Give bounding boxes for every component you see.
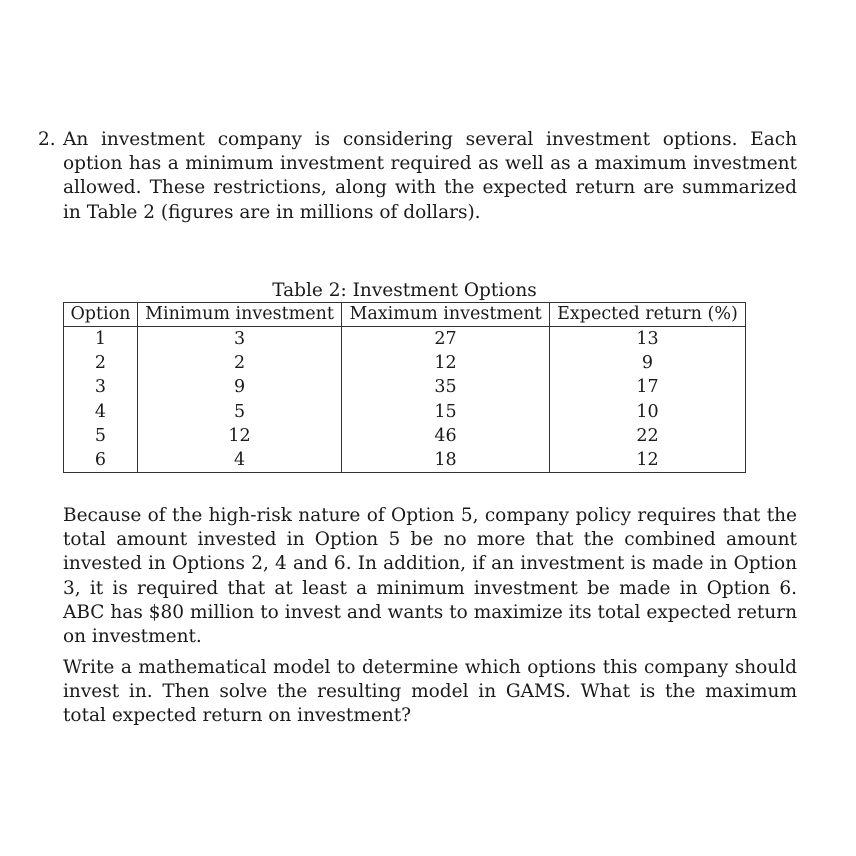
cell-option: 6 (64, 448, 138, 473)
cell-maximum: 27 (342, 327, 550, 352)
cell-minimum: 4 (137, 448, 341, 473)
cell-minimum: 12 (137, 424, 341, 448)
cell-return: 13 (549, 327, 745, 352)
table-row (64, 375, 746, 399)
task-paragraph: Write a mathematical model to determine which options this company should invest in. Then solve the resulting model in GAMS. What is the maximum total expected return on investment? (63, 657, 797, 727)
table-row (64, 424, 746, 448)
header-minimum-investment: Minimum investment (137, 303, 341, 327)
table-row (64, 351, 746, 375)
table-header-row (64, 303, 746, 327)
cell-return: 22 (549, 424, 745, 448)
cell-minimum: 3 (137, 327, 341, 352)
investment-options-table (63, 302, 746, 473)
investment-table-block (63, 280, 746, 473)
cell-minimum: 5 (137, 400, 341, 424)
table-row (64, 448, 746, 473)
cell-option: 5 (64, 424, 138, 448)
cell-return: 17 (549, 375, 745, 399)
table-caption: Table 2: Investment Options (272, 280, 537, 301)
header-maximum-investment: Maximum investment (342, 303, 550, 327)
cell-maximum: 18 (342, 448, 550, 473)
cell-option: 2 (64, 351, 138, 375)
cell-return: 10 (549, 400, 745, 424)
table-row (64, 327, 746, 352)
cell-option: 1 (64, 327, 138, 352)
cell-option: 4 (64, 400, 138, 424)
cell-minimum: 2 (137, 351, 341, 375)
cell-return: 9 (549, 351, 745, 375)
header-expected-return: Expected return (%) (549, 303, 745, 327)
problem-number: 2. (38, 129, 56, 150)
cell-minimum: 9 (137, 375, 341, 399)
table-row (64, 400, 746, 424)
cell-option: 3 (64, 375, 138, 399)
header-option: Option (64, 303, 138, 327)
cell-maximum: 12 (342, 351, 550, 375)
cell-maximum: 46 (342, 424, 550, 448)
cell-return: 12 (549, 448, 745, 473)
problem-intro: An investment company is considering several investment options. Each option has a minimum investment required as well as a maximum investment allowed. These restrictions, along with the expected return are summarized in Table 2 (figures are in millions of dollars). (63, 129, 797, 223)
cell-maximum: 35 (342, 375, 550, 399)
policy-paragraph: Because of the high-risk nature of Option 5, company policy requires that the total amount invested in Option 5 be no more that the combined amount invested in Options 2, 4 and 6. In addition, if an investment is made in Option 3, it is required that at least a minimum investment be made in Option 6. ABC has $80 million to invest and wants to maximize its total expected return on investment. (63, 505, 797, 648)
problem-statement (38, 128, 798, 225)
cell-maximum: 15 (342, 400, 550, 424)
